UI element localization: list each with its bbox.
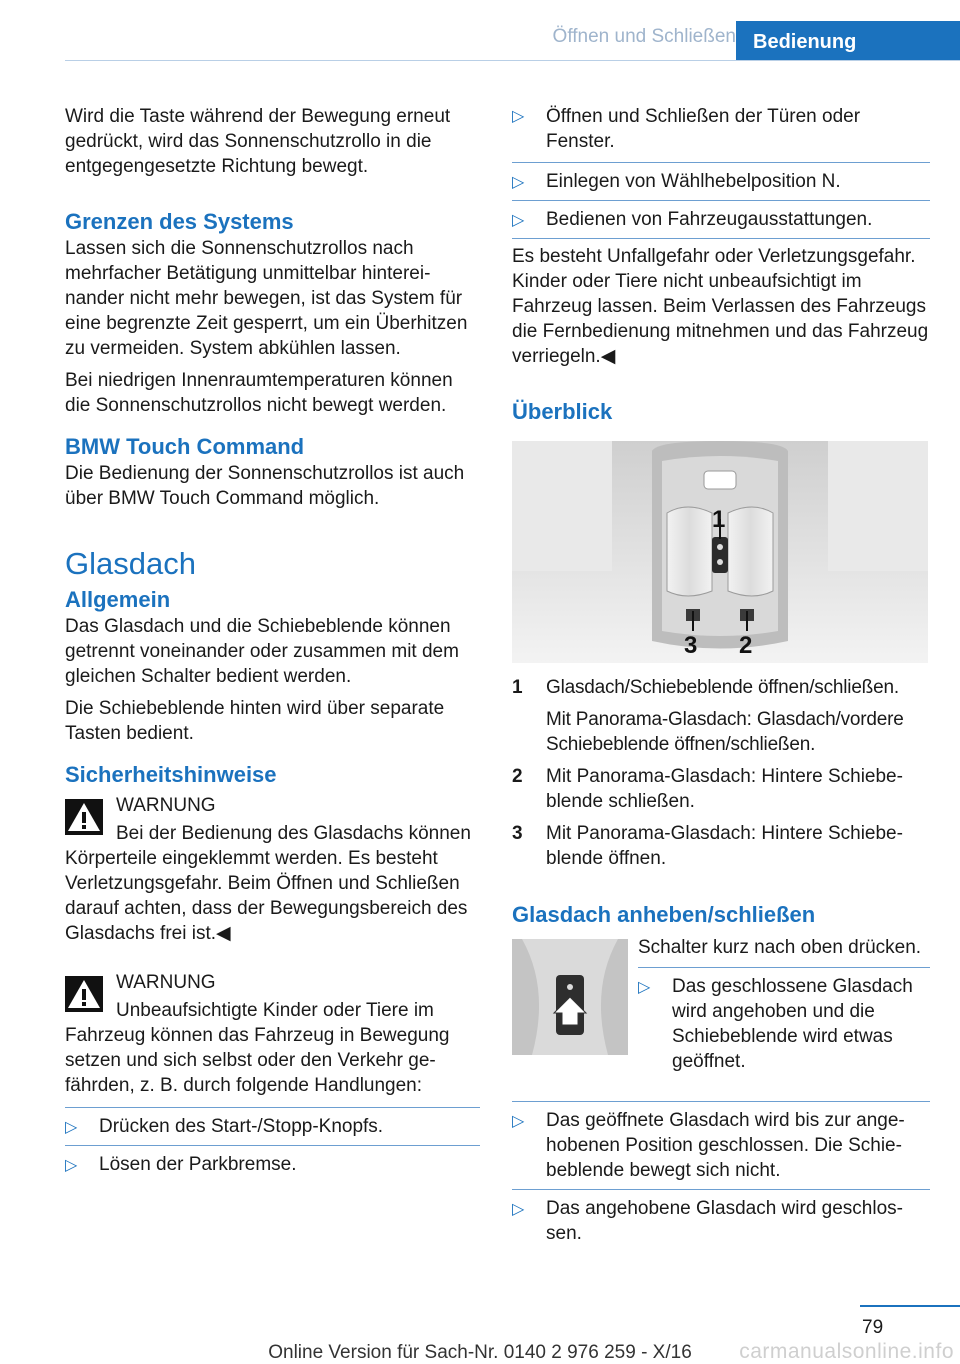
list-item	[512, 1190, 930, 1246]
list-item-text: Drücken des Start-/Stopp-Knopfs.	[99, 1116, 384, 1137]
list-item	[512, 1102, 930, 1189]
general-paragraph-1: Das Glasdach und die Schiebeblende können getrennt voneinander oder zusammen mit dem gleichen Schalter bedient werden.	[65, 616, 459, 687]
page-number: 79	[862, 1317, 884, 1338]
legend-text: Mit Panorama-Glasdach: Hintere Schiebeblende schließen.	[546, 766, 903, 812]
list-item	[638, 968, 930, 1074]
bullet-triangle-icon: ▷	[65, 1119, 78, 1136]
list-item	[512, 163, 930, 200]
footer-accent-line	[860, 1305, 960, 1307]
overview-heading: Überblick	[512, 399, 613, 424]
warning-text-1: Bei der Bedienung des Glasdachs können Körperteile eingeklemmt werden. Es besteht Verletzungsgefahr. Beim Öffnen und Schließen darauf achten, dass der Bewegungsbereich des Glasdachs frei ist.◀	[65, 823, 471, 944]
list-item-text: Öffnen und Schließen der Türen oder Fenster.	[546, 106, 861, 152]
list-item	[512, 104, 930, 162]
legend-number: 2	[512, 766, 523, 787]
legend-text: Glasdach/Schiebeblende öffnen/schließen.	[546, 677, 899, 698]
intro-paragraph: Wird die Taste während der Bewegung erneut gedrückt, wird das Sonnenschutzrollo in die entgegengesetzte Richtung bewegt.	[65, 106, 451, 177]
header-section-title: Öffnen und Schließen	[552, 26, 736, 47]
watermark: carmanualsonline.info	[739, 1340, 954, 1363]
legend-item	[512, 764, 930, 814]
footer-online-version: Online Version für Sach-Nr. 0140 2 976 259 - X/16	[268, 1342, 692, 1363]
header-chapter-tab: Bedienung	[736, 21, 960, 61]
list-item-text: Einlegen von Wählhebelposition N.	[546, 171, 841, 192]
overview-figure	[512, 441, 928, 663]
bullet-triangle-icon: ▷	[512, 212, 525, 229]
figure-label-2: 2	[739, 632, 753, 659]
bullet-triangle-icon: ▷	[512, 1201, 525, 1218]
warning-triangle-icon	[65, 976, 103, 1012]
limits-heading: Grenzen des Systems	[65, 209, 294, 234]
lift-heading: Glasdach anheben/schließen	[512, 902, 816, 927]
general-heading: Allgemein	[65, 587, 171, 612]
general-paragraph-2: Die Schiebeblende hinten wird über separate Tasten bedient.	[65, 698, 445, 744]
list-item	[65, 1146, 480, 1177]
list-item	[65, 1108, 480, 1145]
warning-triangle-icon	[65, 799, 103, 835]
list-item-text: Das geschlossene Glasdach wird angehoben und die Schiebeblende wird etwas geöffnet.	[672, 976, 913, 1072]
bullet-triangle-icon: ▷	[512, 108, 525, 125]
figure-label-3: 3	[684, 632, 698, 659]
bullet-triangle-icon: ▷	[638, 979, 651, 996]
legend-subtext: Mit Panorama-Glasdach: Glasdach/vordere Schiebeblende öffnen/schließen.	[546, 709, 904, 755]
limits-paragraph-1: Lassen sich die Sonnenschutzrollos nach mehrfacher Betätigung unmittelbar hintereinander nicht mehr bewegen, ist das System für eine begrenzte Zeit gesperrt, um ein Überhitzen zu vermeiden. System abkühlen lassen.	[65, 238, 468, 359]
legend-item	[512, 675, 930, 757]
list-item-text: Das geöffnete Glasdach wird bis zur angehobenen Position geschlossen. Die Schiebeblende bewegt sich nicht.	[546, 1110, 905, 1181]
list-item-text: Das angehobene Glasdach wird geschlossen.	[546, 1198, 903, 1244]
list-item	[512, 201, 930, 238]
danger-paragraph: Es besteht Unfallgefahr oder Verletzungsgefahr. Kinder oder Tiere nicht unbeaufsichtigt im Fahrzeug lassen. Beim Verlassen des Fahrzeugs die Fernbedienung mitnehmen und das Fahrzeug verriegeln.◀	[512, 246, 929, 367]
warning-text-2: Unbeaufsichtigte Kinder oder Tiere im Fahrzeug können das Fahrzeug in Bewegung setzen und sich selbst oder den Verkehr gefährden, z. B. durch folgende Handlungen:	[65, 1000, 450, 1096]
legend-number: 3	[512, 823, 523, 844]
warning-label-2: WARNUNG	[116, 972, 216, 993]
safety-heading: Sicherheitshinweise	[65, 762, 277, 787]
bullet-triangle-icon: ▷	[65, 1157, 78, 1174]
touch-command-heading: BMW Touch Command	[65, 434, 305, 459]
touch-command-paragraph: Die Bedienung der Sonnenschutzrollos ist auch über BMW Touch Command möglich.	[65, 463, 465, 509]
bullet-triangle-icon: ▷	[512, 174, 525, 191]
legend-text: Mit Panorama-Glasdach: Hintere Schiebeblende öffnen.	[546, 823, 903, 869]
bullet-triangle-icon: ▷	[512, 1113, 525, 1130]
legend-item	[512, 821, 930, 871]
warning-box-2	[65, 966, 480, 1098]
left-column	[65, 104, 480, 1177]
right-column	[512, 104, 930, 1246]
list-item-text: Bedienen von Fahrzeugausstattungen.	[546, 209, 873, 230]
roof-switch-figure	[512, 939, 628, 1055]
warning-box-1	[65, 789, 480, 946]
bullet-separator	[512, 238, 930, 239]
lift-paragraph: Schalter kurz nach oben drücken.	[638, 937, 922, 958]
header-divider	[65, 60, 960, 61]
glasdach-title: Glasdach	[65, 546, 196, 581]
legend-number: 1	[512, 677, 523, 698]
lift-section	[512, 935, 930, 1105]
limits-paragraph-2: Bei niedrigen Innenraumtemperaturen können die Sonnenschutzrollos nicht bewegt werden.	[65, 370, 453, 416]
list-item-text: Lösen der Parkbremse.	[99, 1154, 297, 1175]
warning-label-1: WARNUNG	[116, 795, 216, 816]
figure-label-1: 1	[712, 506, 726, 533]
